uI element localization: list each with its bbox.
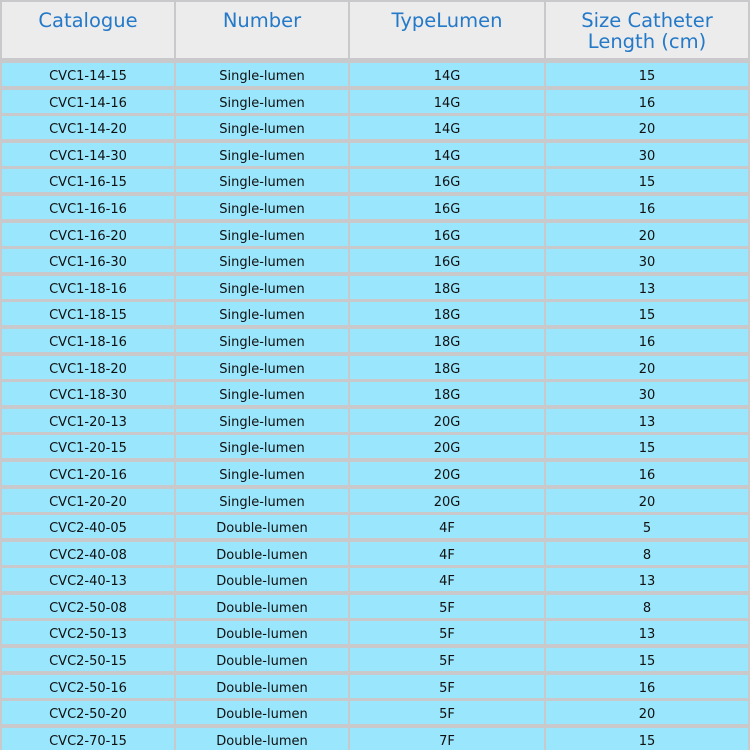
cell-type-lumen: 14G xyxy=(350,90,544,113)
cell-length: 20 xyxy=(546,223,748,246)
table-row xyxy=(0,407,750,434)
table-row xyxy=(0,327,750,354)
cell-length: 15 xyxy=(546,728,748,750)
header-catalogue: Catalogue xyxy=(2,2,174,58)
header-type-lumen: TypeLumen xyxy=(350,2,544,58)
cell-type-lumen: 5F xyxy=(350,701,544,724)
cell-number: Single-lumen xyxy=(176,90,348,113)
cell-type-lumen: 20G xyxy=(350,462,544,485)
cell-catalogue: CVC2-40-13 xyxy=(2,568,174,591)
cell-catalogue: CVC1-18-15 xyxy=(2,302,174,325)
cell-type-lumen: 5F xyxy=(350,648,544,671)
cell-length: 16 xyxy=(546,675,748,698)
table-header-row xyxy=(0,0,750,60)
cell-catalogue: CVC1-20-16 xyxy=(2,462,174,485)
cell-type-lumen: 20G xyxy=(350,435,544,458)
table-row xyxy=(0,88,750,115)
table-row xyxy=(0,460,750,487)
cell-length: 16 xyxy=(546,462,748,485)
table-row xyxy=(0,167,750,194)
table-body xyxy=(0,61,750,750)
cell-length: 16 xyxy=(546,329,748,352)
cell-type-lumen: 5F xyxy=(350,621,544,644)
cell-type-lumen: 18G xyxy=(350,382,544,405)
cell-length: 13 xyxy=(546,621,748,644)
table-row xyxy=(0,433,750,460)
cell-type-lumen: 5F xyxy=(350,675,544,698)
cell-number: Single-lumen xyxy=(176,116,348,139)
cell-type-lumen: 18G xyxy=(350,356,544,379)
cell-catalogue: CVC1-18-16 xyxy=(2,329,174,352)
cell-catalogue: CVC2-50-20 xyxy=(2,701,174,724)
table-row xyxy=(0,274,750,301)
table-row xyxy=(0,673,750,700)
table-row xyxy=(0,646,750,673)
cell-number: Double-lumen xyxy=(176,595,348,618)
cell-length: 15 xyxy=(546,169,748,192)
cell-length: 15 xyxy=(546,302,748,325)
cell-type-lumen: 20G xyxy=(350,409,544,432)
cell-catalogue: CVC1-16-20 xyxy=(2,223,174,246)
cell-catalogue: CVC1-20-20 xyxy=(2,489,174,512)
cell-type-lumen: 14G xyxy=(350,116,544,139)
cell-length: 20 xyxy=(546,356,748,379)
cell-number: Double-lumen xyxy=(176,542,348,565)
cell-type-lumen: 14G xyxy=(350,143,544,166)
cell-type-lumen: 18G xyxy=(350,276,544,299)
table-row xyxy=(0,566,750,593)
cell-length: 8 xyxy=(546,542,748,565)
cell-type-lumen: 14G xyxy=(350,63,544,86)
table-row xyxy=(0,699,750,726)
cell-catalogue: CVC2-50-13 xyxy=(2,621,174,644)
cell-number: Double-lumen xyxy=(176,621,348,644)
cell-number: Single-lumen xyxy=(176,143,348,166)
cell-length: 30 xyxy=(546,143,748,166)
cell-number: Single-lumen xyxy=(176,302,348,325)
cell-catalogue: CVC1-18-20 xyxy=(2,356,174,379)
cell-number: Single-lumen xyxy=(176,489,348,512)
cell-catalogue: CVC1-14-20 xyxy=(2,116,174,139)
cell-type-lumen: 16G xyxy=(350,169,544,192)
cell-number: Single-lumen xyxy=(176,409,348,432)
table-row xyxy=(0,61,750,88)
table-row xyxy=(0,141,750,168)
cell-catalogue: CVC1-14-15 xyxy=(2,63,174,86)
table-row xyxy=(0,300,750,327)
cell-number: Single-lumen xyxy=(176,63,348,86)
cell-length: 20 xyxy=(546,489,748,512)
cell-number: Double-lumen xyxy=(176,675,348,698)
cell-length: 13 xyxy=(546,276,748,299)
cell-length: 30 xyxy=(546,382,748,405)
table-row xyxy=(0,487,750,514)
cell-length: 13 xyxy=(546,409,748,432)
cell-number: Double-lumen xyxy=(176,701,348,724)
table-row xyxy=(0,540,750,567)
cell-catalogue: CVC1-18-30 xyxy=(2,382,174,405)
cell-type-lumen: 4F xyxy=(350,515,544,538)
cell-catalogue: CVC2-40-08 xyxy=(2,542,174,565)
cell-type-lumen: 4F xyxy=(350,542,544,565)
cell-catalogue: CVC2-40-05 xyxy=(2,515,174,538)
cell-catalogue: CVC2-70-15 xyxy=(2,728,174,750)
cell-length: 15 xyxy=(546,435,748,458)
table-row xyxy=(0,114,750,141)
cell-number: Single-lumen xyxy=(176,249,348,272)
cell-type-lumen: 16G xyxy=(350,249,544,272)
cell-catalogue: CVC1-20-15 xyxy=(2,435,174,458)
cell-type-lumen: 16G xyxy=(350,223,544,246)
table-row xyxy=(0,380,750,407)
cell-number: Double-lumen xyxy=(176,648,348,671)
table-row xyxy=(0,619,750,646)
cell-catalogue: CVC1-14-16 xyxy=(2,90,174,113)
table-row xyxy=(0,593,750,620)
cell-catalogue: CVC2-50-16 xyxy=(2,675,174,698)
cell-number: Single-lumen xyxy=(176,462,348,485)
cell-length: 5 xyxy=(546,515,748,538)
cell-number: Single-lumen xyxy=(176,169,348,192)
cell-type-lumen: 20G xyxy=(350,489,544,512)
cell-catalogue: CVC1-16-30 xyxy=(2,249,174,272)
cell-length: 16 xyxy=(546,196,748,219)
cell-catalogue: CVC1-14-30 xyxy=(2,143,174,166)
cell-type-lumen: 18G xyxy=(350,302,544,325)
cell-type-lumen: 18G xyxy=(350,329,544,352)
table-row xyxy=(0,354,750,381)
cell-length: 20 xyxy=(546,701,748,724)
cell-number: Double-lumen xyxy=(176,568,348,591)
cell-number: Single-lumen xyxy=(176,435,348,458)
cell-length: 8 xyxy=(546,595,748,618)
header-number: Number xyxy=(176,2,348,58)
cell-type-lumen: 16G xyxy=(350,196,544,219)
cell-type-lumen: 4F xyxy=(350,568,544,591)
cell-catalogue: CVC1-16-15 xyxy=(2,169,174,192)
cell-length: 15 xyxy=(546,63,748,86)
cell-catalogue: CVC1-20-13 xyxy=(2,409,174,432)
table-row xyxy=(0,726,750,750)
cell-type-lumen: 5F xyxy=(350,595,544,618)
cell-length: 16 xyxy=(546,90,748,113)
cell-length: 30 xyxy=(546,249,748,272)
cell-type-lumen: 7F xyxy=(350,728,544,750)
table-row xyxy=(0,513,750,540)
cell-number: Single-lumen xyxy=(176,329,348,352)
cell-number: Single-lumen xyxy=(176,196,348,219)
cell-number: Single-lumen xyxy=(176,223,348,246)
cell-catalogue: CVC2-50-15 xyxy=(2,648,174,671)
cell-number: Single-lumen xyxy=(176,276,348,299)
cell-number: Single-lumen xyxy=(176,356,348,379)
table-row xyxy=(0,247,750,274)
cell-length: 15 xyxy=(546,648,748,671)
cell-number: Single-lumen xyxy=(176,382,348,405)
cell-number: Double-lumen xyxy=(176,728,348,750)
table-row xyxy=(0,221,750,248)
cell-catalogue: CVC1-16-16 xyxy=(2,196,174,219)
cell-length: 20 xyxy=(546,116,748,139)
table-row xyxy=(0,194,750,221)
cell-catalogue: CVC1-18-16 xyxy=(2,276,174,299)
cell-catalogue: CVC2-50-08 xyxy=(2,595,174,618)
header-size-catheter-length: Size Catheter Length (cm) xyxy=(546,2,748,58)
cell-number: Double-lumen xyxy=(176,515,348,538)
cell-length: 13 xyxy=(546,568,748,591)
